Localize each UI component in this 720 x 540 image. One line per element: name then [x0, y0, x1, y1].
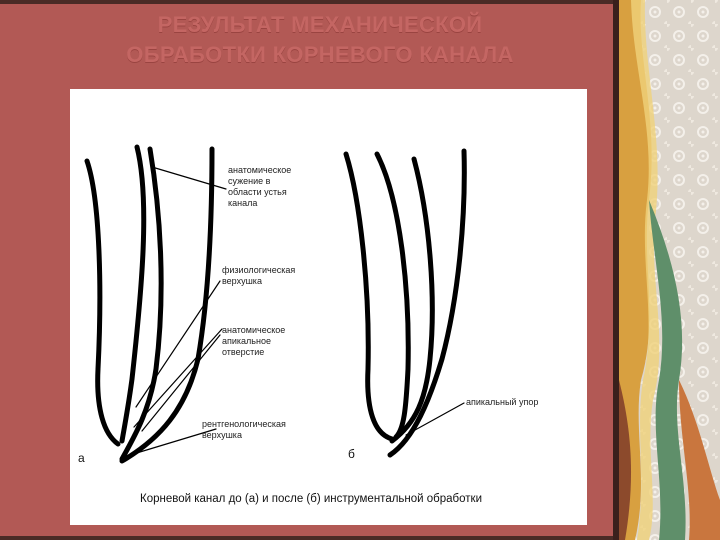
- label-physiological-apex: физиологическая верхушка: [222, 265, 296, 286]
- leader-physiological-apex: [136, 281, 220, 407]
- root-canal-figure: [70, 89, 587, 525]
- title-line-1: РЕЗУЛЬТАТ МЕХАНИЧЕСКОЙ: [157, 12, 483, 37]
- leader-anatomical-constriction: [152, 167, 226, 189]
- canal-a-inner-left-wall: [122, 147, 144, 441]
- canal-b-outer-left-wall: [346, 154, 392, 439]
- canal-a-outer-right-wall: [122, 149, 212, 461]
- canal-b-inner-left-wall: [377, 154, 408, 437]
- top-border: [0, 0, 619, 4]
- root-canal-drawing: [70, 89, 587, 525]
- figure-caption: Корневой канал до (а) и после (б) инструментальной обработки: [140, 493, 483, 505]
- label-radiological-apex: рентгенологическая верхушка: [202, 419, 286, 440]
- canal-a-outer-left-wall: [87, 161, 118, 444]
- slide-title: [60, 10, 580, 70]
- label-anatomical-constriction: анатомическое сужение в области устья канала: [228, 165, 292, 208]
- title-line-2: ОБРАБОТКИ КОРНЕВОГО КАНАЛА: [126, 42, 514, 67]
- figure-letter-a: а: [78, 451, 85, 465]
- bottom-border: [0, 536, 619, 540]
- label-anatomical-apical-foramen: анатомическое апикальное отверстие: [222, 325, 286, 357]
- figure-letter-b: б: [348, 447, 355, 461]
- label-apical-ledge: апикальный упор: [466, 397, 539, 407]
- decorative-pattern-panel: [619, 0, 720, 540]
